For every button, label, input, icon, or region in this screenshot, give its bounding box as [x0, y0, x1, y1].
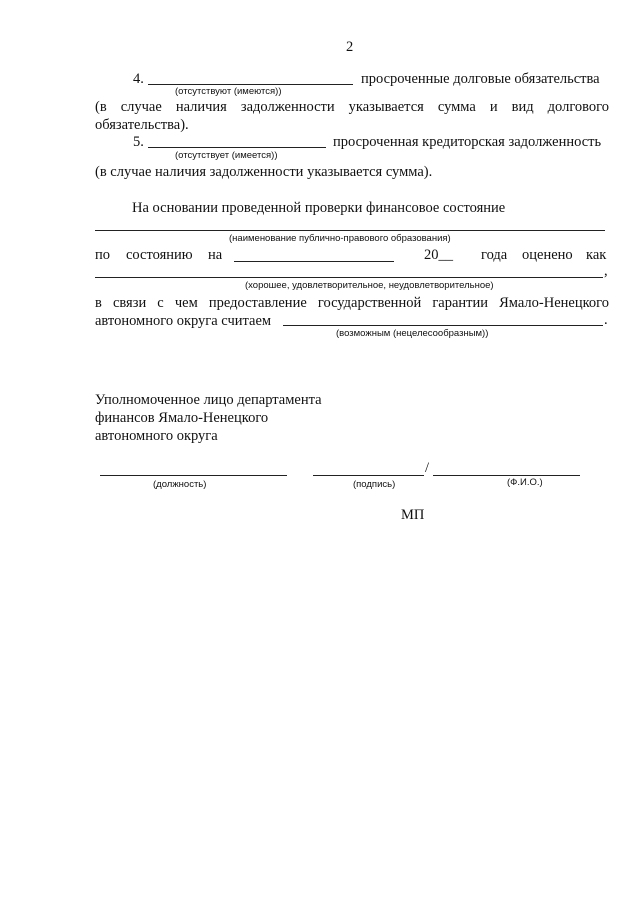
item5-note: (в случае наличия задолженности указывается сумма).	[95, 164, 433, 180]
assessment-intro: На основании проведенной проверки финансовое состояние	[132, 200, 506, 216]
as-of-word1: по	[95, 247, 111, 263]
item5-number: 5.	[133, 134, 144, 150]
rating-hint: (хорошее, удовлетворительное, неудовлетворительное)	[245, 280, 494, 291]
item4-note-line2: обязательства).	[95, 117, 189, 133]
conclusion-line	[283, 325, 603, 326]
conclusion-line2: автономного округа считаем	[95, 313, 272, 329]
position-line	[100, 475, 287, 476]
page-number: 2	[346, 39, 354, 55]
as-of-word2: состоянию	[126, 247, 193, 263]
as-word: как	[586, 247, 607, 263]
date-line	[234, 261, 394, 262]
signature-line	[313, 475, 424, 476]
conclusion-line1: в связи с чем предоставление государственной гарантии Ямало-Ненецкого	[95, 295, 609, 311]
item5-hint: (отсутствует (имеется))	[175, 150, 278, 161]
name-line	[433, 475, 580, 476]
item4-text: просроченные долговые обязательства	[361, 71, 600, 87]
signature-slash: /	[425, 460, 430, 476]
rating-line	[95, 277, 603, 278]
item5-blank-line	[148, 147, 326, 148]
item4-note-line1: (в случае наличия задолженности указывается сумма и вид долгового	[95, 99, 609, 115]
signature-label: (подпись)	[353, 479, 396, 490]
stamp-place: МП	[401, 507, 425, 523]
year-word: года	[481, 247, 508, 263]
assessed-word: оценено	[522, 247, 573, 263]
item4-number: 4.	[133, 71, 144, 87]
item4-hint: (отсутствуют (имеются))	[175, 86, 282, 97]
as-of-word3: на	[208, 247, 223, 263]
conclusion-hint: (возможным (нецелесообразным))	[336, 328, 489, 339]
item4-blank-line	[148, 84, 353, 85]
entity-hint: (наименование публично-правового образования)	[229, 233, 451, 244]
entity-name-line	[95, 230, 605, 231]
signatory-line1: Уполномоченное лицо департамента	[95, 392, 322, 408]
name-label: (Ф.И.О.)	[507, 477, 543, 488]
conclusion-period: .	[604, 312, 608, 328]
rating-comma: ,	[604, 263, 608, 279]
year-prefix: 20__	[424, 247, 453, 263]
position-label: (должность)	[153, 479, 207, 490]
signatory-line3: автономного округа	[95, 428, 218, 444]
signatory-line2: финансов Ямало-Ненецкого	[95, 410, 269, 426]
item5-text: просроченная кредиторская задолженность	[333, 134, 602, 150]
